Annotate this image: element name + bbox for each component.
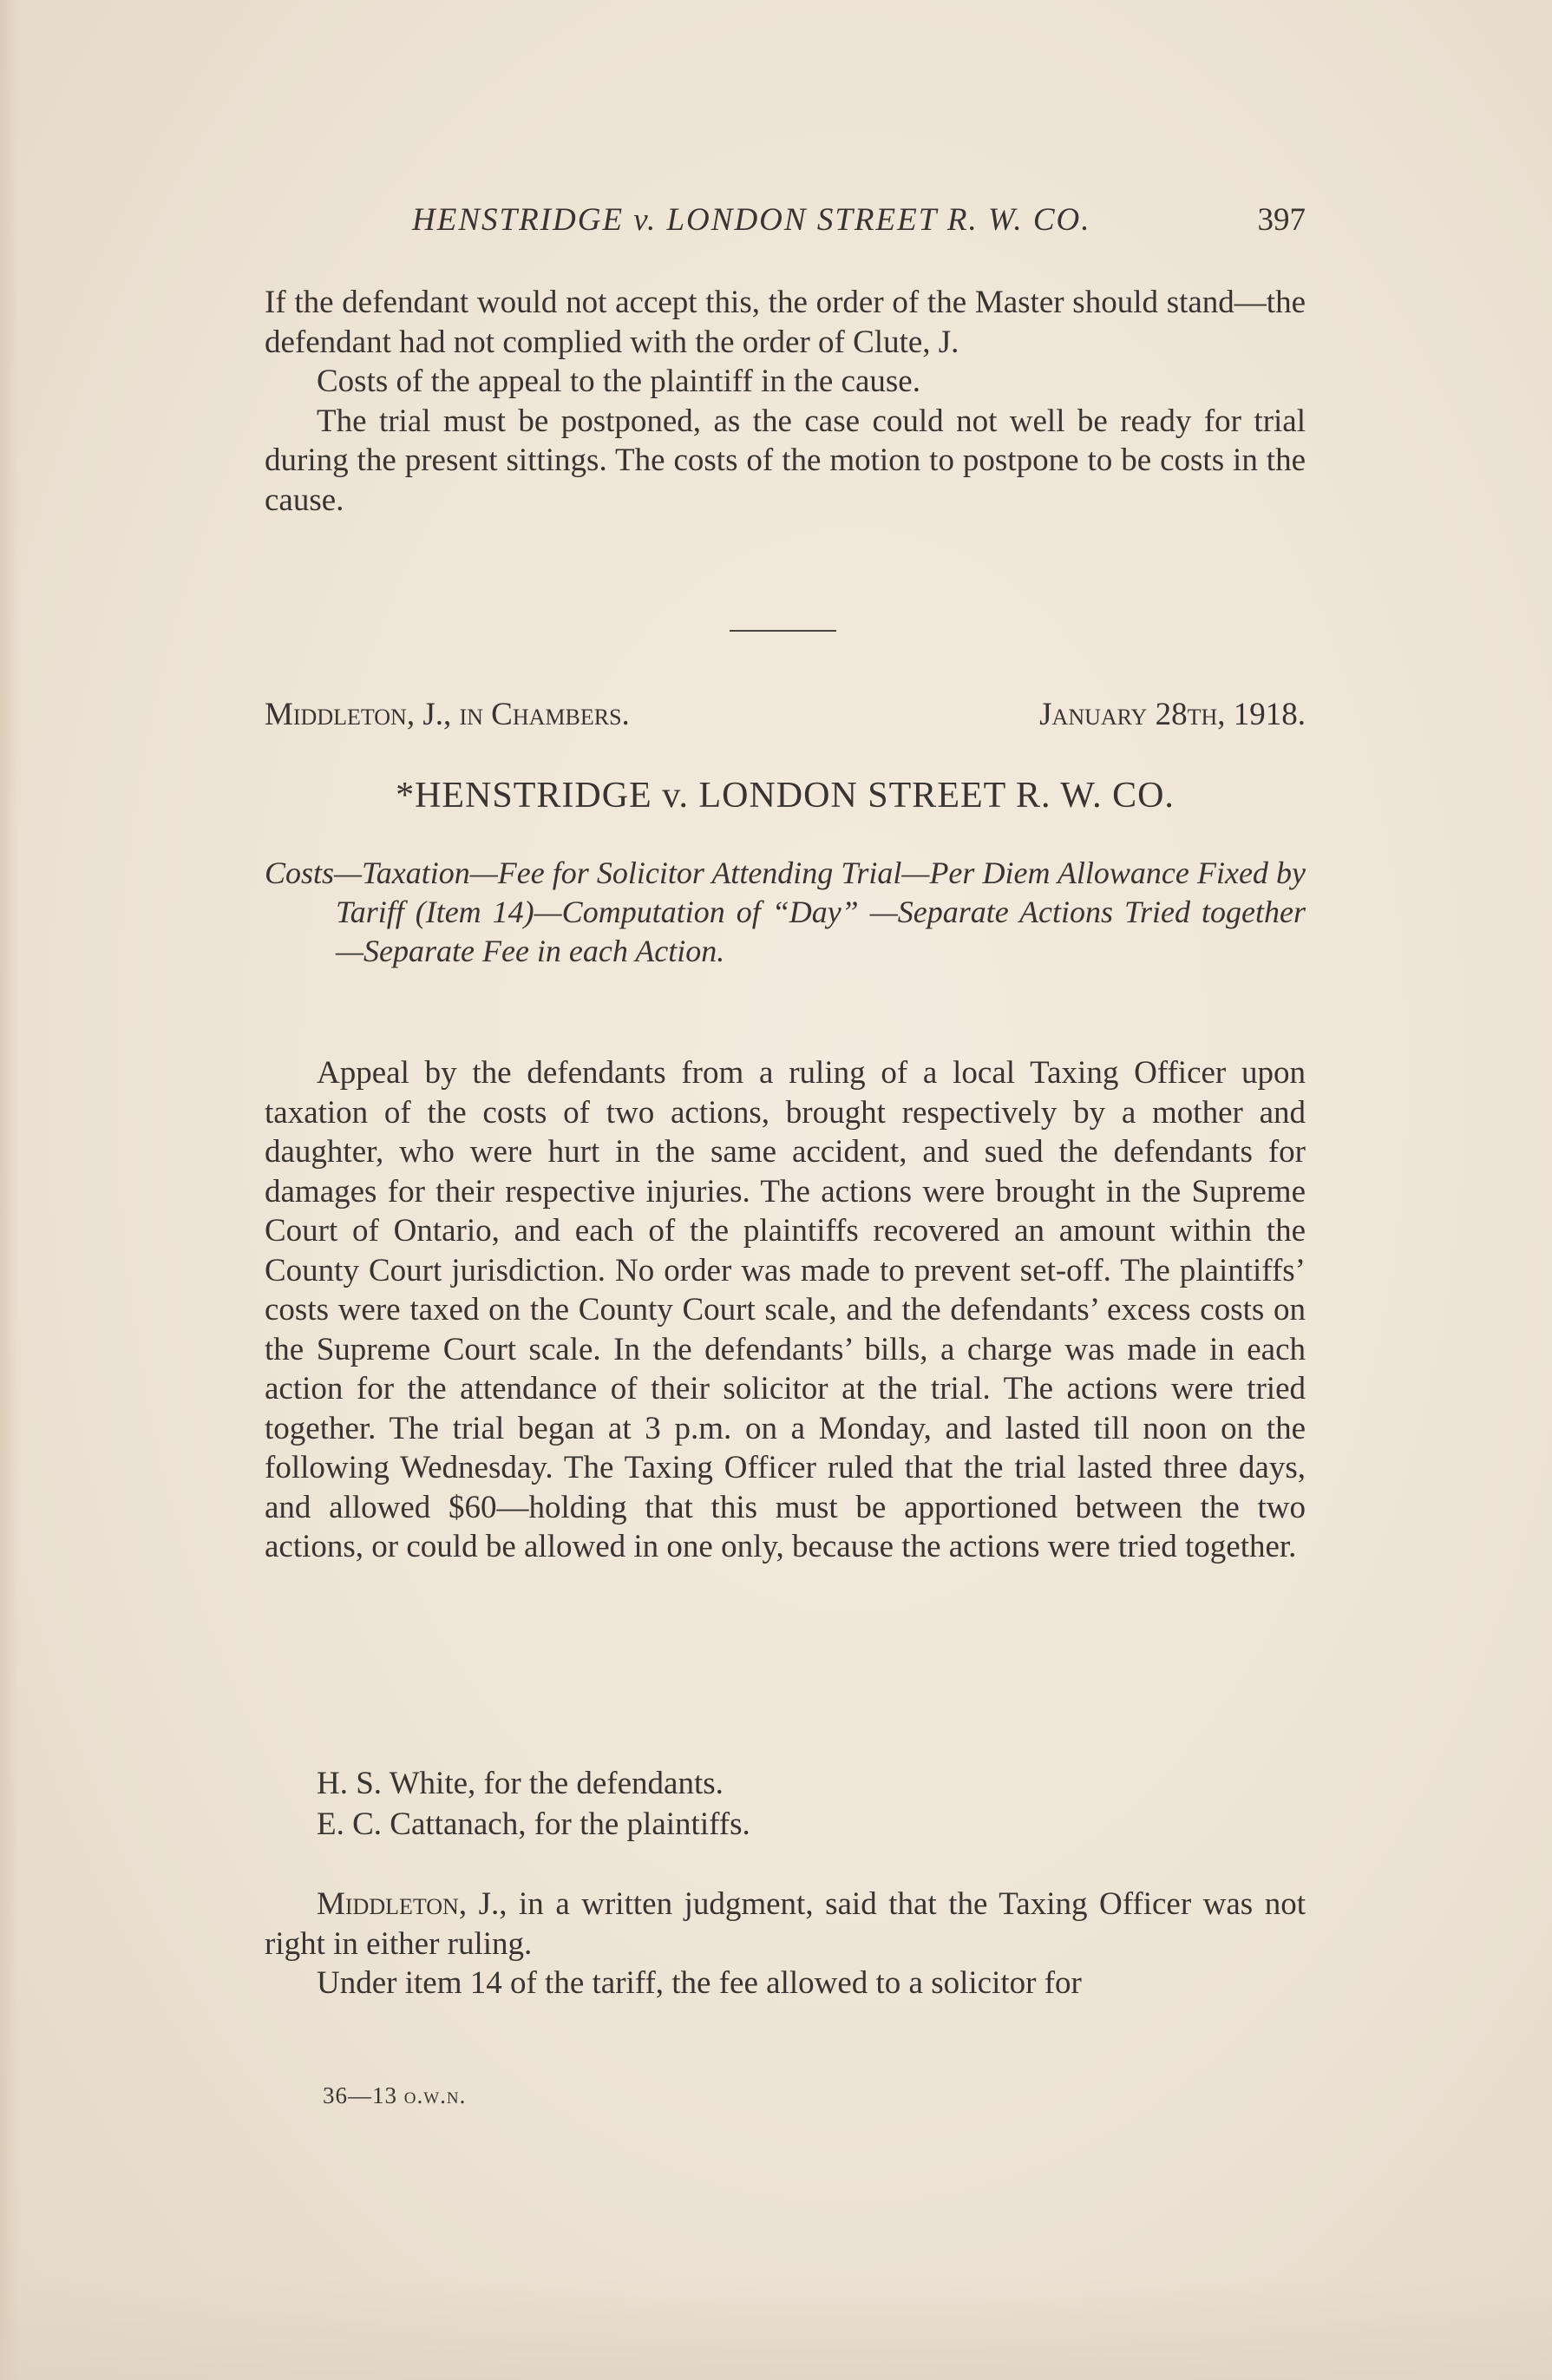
- paragraph: If the defendant would not accept this, the order of the Master should stand—the defendant had not complied with the order of Clute, J.: [265, 285, 1306, 360]
- counsel-line: H. S. White, for the defendants.: [317, 1766, 724, 1801]
- statement-paragraph: Appeal by the defendants from a ruling of a local Taxing Officer upon taxation of the costs of two actions, brought respectively by a mother and daughter, who were hurt in the same accident, and sued the defendants for damages for their respective injuries. The actions were brought in the Supreme Court of Ontario, and each of the plaintiffs recovered an amount within the County Court jurisdiction. No order was made to prevent set-off. The plaintiffs’ costs were taxed on the County Court scale, and the defendants’ excess costs on the Supreme Court scale. In the defendants’ bills, a charge was made in each action for the attendance of their solicitor at the trial. The actions were tried together. The trial began at 3 p.m. on a Monday, and lasted till noon on the following Wednesday. The Taxing Officer ruled that the trial lasted three days, and allowed $60—holding that this must be apportioned between the two actions, or could be allowed in one only, because the actions were tried together.: [265, 1055, 1306, 1564]
- paragraph: The trial must be postponed, as the case could not well be ready for trial during the present sittings. The costs of the motion to postpone to be costs in the cause.: [265, 403, 1306, 518]
- previous-case-conclusion: [265, 283, 1306, 520]
- running-header: [265, 201, 1306, 245]
- judge-name: Middleton, J.,: [317, 1886, 508, 1922]
- case-date: January 28th, 1918.: [1039, 697, 1306, 732]
- judgment-paragraph: [265, 1885, 1306, 1964]
- counsel-line: E. C. Cattanach, for the plaintiffs.: [317, 1806, 750, 1842]
- section-divider: [730, 630, 836, 632]
- counsel-list: [317, 1763, 1271, 1845]
- case-judge-line: [265, 696, 1306, 739]
- page-bottom-shadow: [0, 2276, 1552, 2380]
- page-edge-shadow: [0, 0, 19, 2380]
- case-title: *HENSTRIDGE v. LONDON STREET R. W. CO.: [396, 776, 1175, 816]
- judgment-text: in a written judgment, said that the Taxing Officer was not right in either ruling.: [265, 1886, 1306, 1962]
- page-number: 397: [1257, 202, 1306, 238]
- headnote: Costs—Taxation—Fee for Solicitor Attending Trial—Per Diem Allowance Fixed by Tariff (Item 14)—Computation of “Day” —Separate Actions Tried together—Separate Fee in each Action.: [265, 856, 1306, 968]
- judge-chambers: Middleton, J., in Chambers.: [265, 697, 630, 732]
- case-statement: [265, 1053, 1306, 1567]
- paragraph: Costs of the appeal to the plaintiff in the cause.: [317, 364, 920, 399]
- signature-mark: 36—13 o.w.n.: [323, 2082, 467, 2108]
- judgment-paragraph: Under item 14 of the tariff, the fee allowed to a solicitor for: [317, 1965, 1082, 2001]
- running-title: HENSTRIDGE v. LONDON STREET R. W. CO.: [412, 202, 1091, 238]
- judgment: [265, 1885, 1306, 2003]
